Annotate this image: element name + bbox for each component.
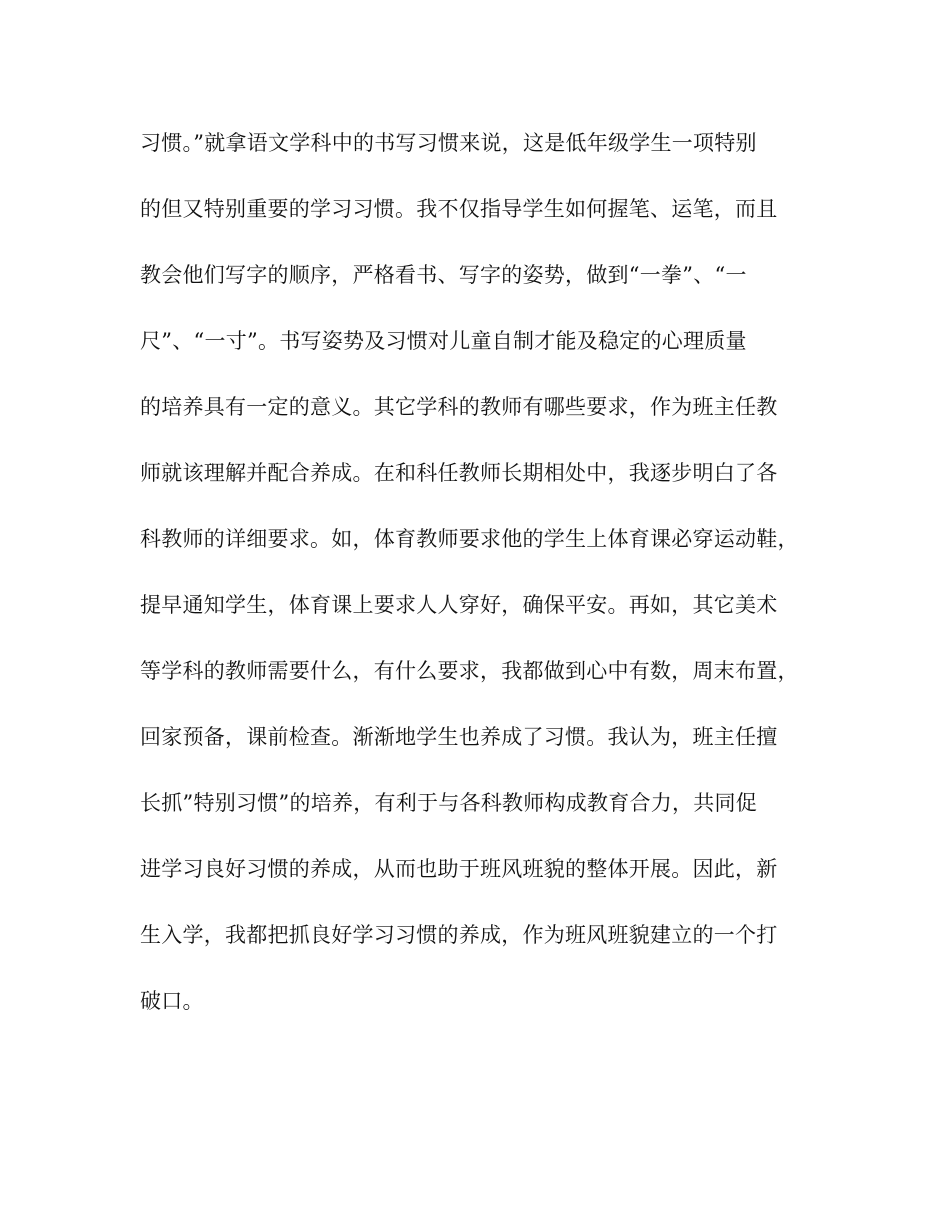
text-line: 教会他们写字的顺序，严格看书、写字的姿势，做到“一拳”、“一 (140, 263, 747, 287)
text-line: 长抓”特别习惯”的培养，有利于与各科教师构成教育合力，共同促 (140, 791, 757, 815)
text-line: 进学习良好习惯的养成，从而也助于班风班貌的整体开展。因此，新 (140, 857, 778, 881)
text-line: 的培养具有一定的意义。其它学科的教师有哪些要求，作为班主任教 (140, 395, 778, 419)
text-line: 尺”、“一寸”。书写姿势及习惯对儿童自制才能及稳定的心理质量 (140, 329, 747, 353)
text-line: 生入学，我都把抓良好学习习惯的养成，作为班风班貌建立的一个打 (140, 923, 778, 947)
text-line: 回家预备，课前检查。渐渐地学生也养成了习惯。我认为，班主任擅 (140, 725, 778, 749)
text-line: 的但又特别重要的学习习惯。我不仅指导学生如何握笔、运笔，而且 (140, 197, 778, 221)
text-line: 习惯。”就拿语文学科中的书写习惯来说，这是低年级学生一项特别 (140, 131, 757, 155)
text-line: 师就该理解并配合养成。在和科任教师长期相处中，我逐步明白了各 (140, 461, 778, 485)
body-paragraph (140, 118, 805, 1042)
text-line: 破口。 (140, 989, 204, 1013)
text-line: 提早通知学生，体育课上要求人人穿好，确保平安。再如，其它美术 (140, 593, 778, 617)
text-line: 科教师的详细要求。如，体育教师要求他的学生上体育课必穿运动鞋， (140, 527, 799, 551)
text-line: 等学科的教师需要什么，有什么要求，我都做到心中有数，周末布置， (140, 659, 799, 683)
